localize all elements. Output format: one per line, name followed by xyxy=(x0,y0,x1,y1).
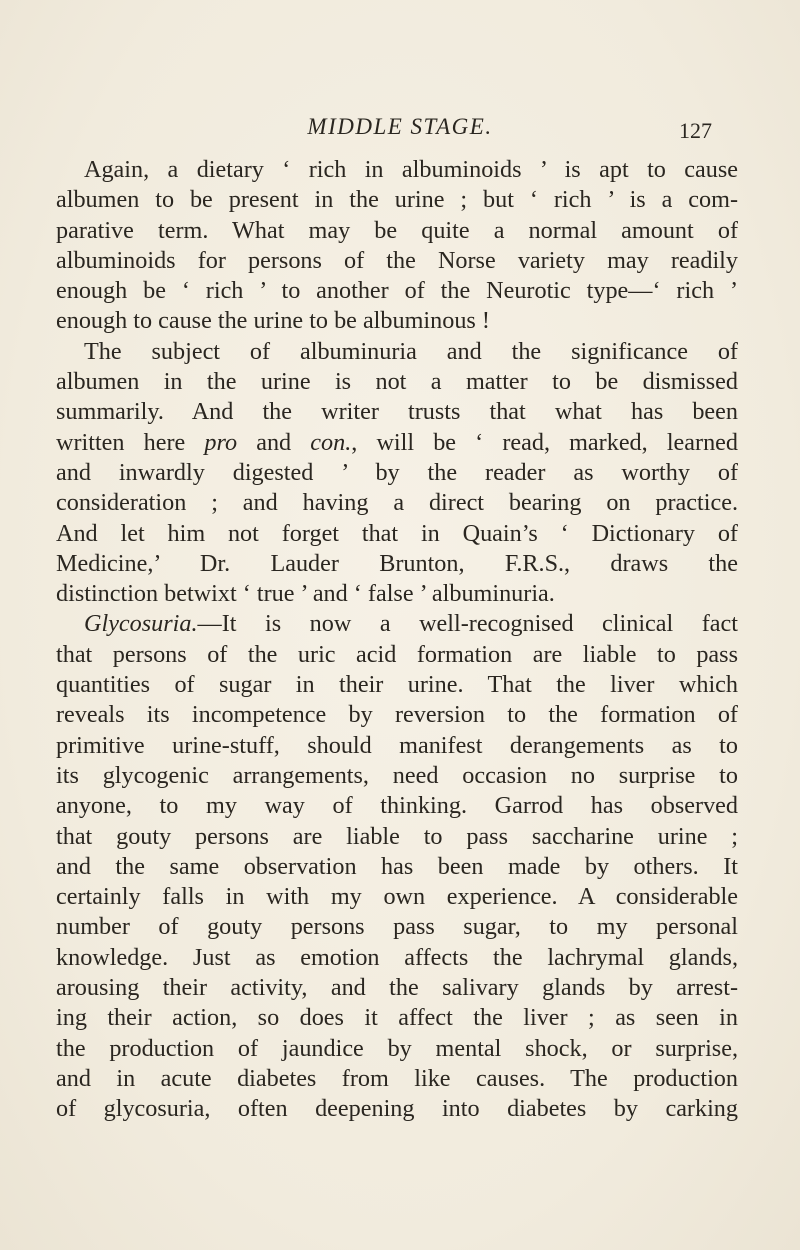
text-line: that gouty persons are liable to pass saccharine urine ; xyxy=(56,822,738,850)
text-line: summarily. And the writer trusts that what has been xyxy=(56,398,738,426)
text-line: The subject of albuminuria and the significance of xyxy=(84,337,738,365)
text-line: that persons of the uric acid formation are liable to pass xyxy=(56,640,738,668)
text-line: of glycosuria, often deepening into diabetes by carking xyxy=(56,1095,738,1123)
text-line: and in acute diabetes from like causes. The production xyxy=(56,1064,738,1092)
text-line: albumen in the urine is not a matter to be dismissed xyxy=(56,368,738,396)
text-line-glycosuria-heading: Glycosuria.—It is now a well-recognised clinical fact xyxy=(84,610,738,638)
text-line: albumen to be present in the urine ; but ‘ rich ’ is a com- xyxy=(56,186,738,214)
text-line: distinction betwixt ‘ true ’ and ‘ false ’ albuminuria. xyxy=(56,580,555,608)
text-line: certainly falls in with my own experience. A considerable xyxy=(56,883,738,911)
text-line: And let him not forget that in Quain’s ‘ Dictionary of xyxy=(56,519,738,547)
text-line: Medicine,’ Dr. Lauder Brunton, F.R.S., draws the xyxy=(56,549,738,577)
text-line: consideration ; and having a direct bearing on practice. xyxy=(56,489,738,517)
text-line: its glycogenic arrangements, need occasion no surprise to xyxy=(56,761,738,789)
text-line: anyone, to my way of thinking. Garrod has observed xyxy=(56,792,738,820)
text-line: number of gouty persons pass sugar, to my personal xyxy=(56,913,738,941)
text-line: and inwardly digested ’ by the reader as worthy of xyxy=(56,458,738,486)
text-line: ing their action, so does it affect the liver ; as seen in xyxy=(56,1004,738,1032)
page-header xyxy=(0,112,800,146)
text-line: enough be ‘ rich ’ to another of the Neurotic type—‘ rich ’ xyxy=(56,277,738,305)
text-line: albuminoids for persons of the Norse variety may readily xyxy=(56,246,738,274)
text-line: and the same observation has been made by others. It xyxy=(56,852,738,880)
text-line: enough to cause the urine to be albuminous ! xyxy=(56,307,490,335)
page-number: 127 xyxy=(679,118,712,143)
running-title: MIDDLE STAGE. xyxy=(307,114,493,139)
text-line-italic-pro-con: written here pro and con., will be ‘ read, marked, learned xyxy=(56,428,738,456)
text-line: knowledge. Just as emotion affects the lachrymal glands, xyxy=(56,943,738,971)
body-text xyxy=(56,155,738,1125)
text-line: the production of jaundice by mental shock, or surprise, xyxy=(56,1034,738,1062)
text-line: reveals its incompetence by reversion to the formation of xyxy=(56,701,738,729)
text-line: parative term. What may be quite a normal amount of xyxy=(56,216,738,244)
text-line: Again, a dietary ‘ rich in albuminoids ’ is apt to cause xyxy=(84,156,738,183)
text-line: arousing their activity, and the salivary glands by arrest- xyxy=(56,974,738,1002)
text-line: quantities of sugar in their urine. That the liver which xyxy=(56,671,738,699)
text-line: primitive urine-stuff, should manifest derangements as to xyxy=(56,731,738,759)
